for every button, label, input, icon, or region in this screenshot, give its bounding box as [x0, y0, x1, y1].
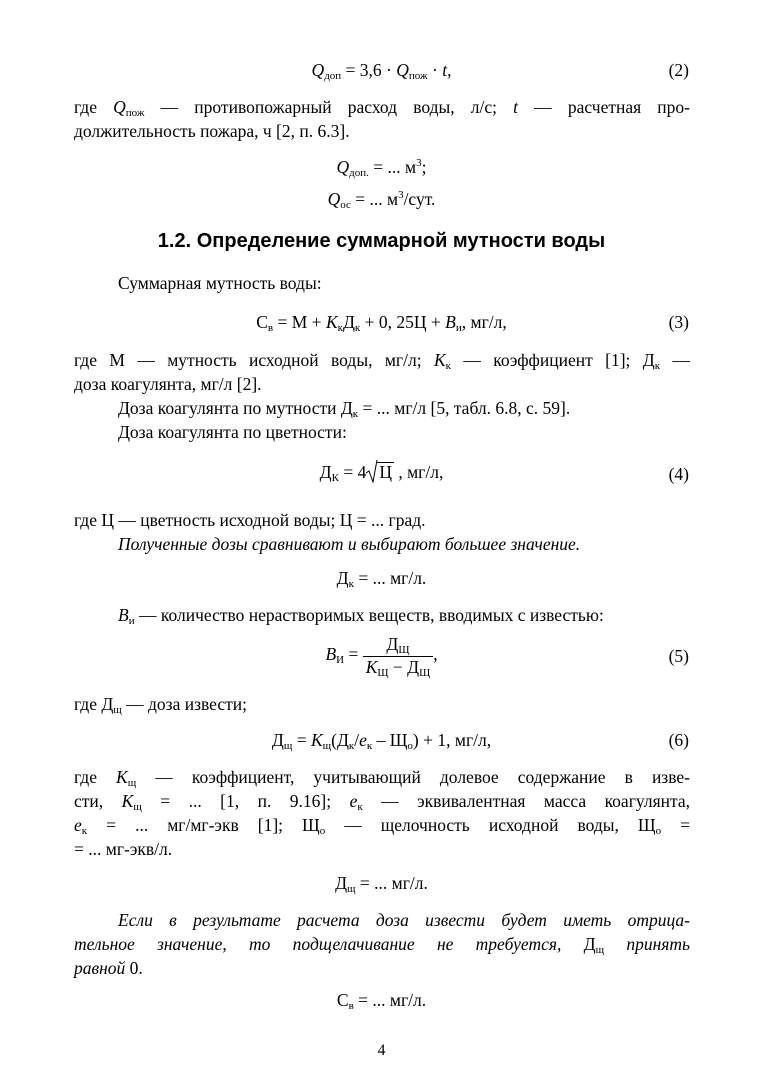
- para-1-s2: — противопожарный расход воды, л/с;: [144, 97, 514, 117]
- formula-4: [0, 462, 763, 482]
- result-qos-end: /сут.: [403, 189, 436, 209]
- formula-2-lhs: Q: [311, 60, 325, 80]
- para-4-b-sub: и: [128, 615, 135, 627]
- para-1-s3: — расчетная про-: [518, 97, 691, 117]
- paragraph-6-line-3: [74, 814, 690, 836]
- formula-2-mid: = 3,6 ·: [341, 60, 397, 80]
- p6-l3-s2: — щелочность исходной воды, Щ: [325, 815, 656, 835]
- formula-2: [0, 62, 763, 80]
- f4-radicand: Ц: [379, 462, 392, 482]
- fraction-numerator: [363, 636, 433, 657]
- paragraph-2-line-1: [74, 349, 690, 371]
- formula-2-lhs-sub: доп: [324, 70, 342, 82]
- f6-k-sub: щ: [322, 740, 332, 752]
- note-2-line-1: Если в результате расчета доза извести будет иметь отрица-: [118, 910, 690, 930]
- formula-5: [0, 634, 763, 679]
- p6-l2-k: K: [121, 791, 134, 811]
- dose-turbidity-s2: = ... мг/л [5, табл. 6.8, с. 59].: [358, 398, 571, 418]
- f4-tail: , мг/л,: [393, 462, 444, 482]
- equation-number-3: (3): [668, 312, 689, 332]
- formula-2-end: ,: [447, 60, 452, 80]
- fraction-denominator: [363, 657, 433, 677]
- result-q-dop: [0, 159, 763, 177]
- section-heading: 1.2. Определение суммарной мутности воды: [157, 230, 606, 252]
- result-qos-sup: 3: [398, 189, 404, 201]
- paragraph-1-line-1: [74, 96, 690, 118]
- note-2-l3-s2: 0.: [125, 958, 143, 978]
- result-sv-text: = ... мг/л.: [353, 990, 427, 1010]
- result-qos-q: Q: [327, 189, 341, 209]
- dose-turbidity-sub: к: [352, 408, 359, 420]
- f4-d: Д: [319, 462, 332, 482]
- result-qdop-sup: 3: [416, 157, 422, 169]
- dose-turbidity-s1: Доза коагулянта по мутности Д: [118, 398, 353, 418]
- result-dk-d: Д: [336, 568, 349, 588]
- p6-l2-s1: сти,: [74, 791, 122, 811]
- dose-color-label: Доза коагулянта по цветности:: [118, 422, 347, 442]
- p6-l1-k: K: [116, 767, 128, 787]
- para-2-s1: где М — мутность исходной воды, мг/л;: [74, 350, 434, 370]
- result-dk-sub: к: [348, 578, 354, 590]
- formula-2-q-sub: пож: [408, 70, 428, 82]
- p6-l3-sub1: о: [319, 825, 326, 837]
- p6-l3-e-sub: к: [81, 825, 88, 837]
- p6-l2-s3: — эквивалентная масса коагулянта,: [362, 791, 691, 811]
- f3-p1: С: [256, 312, 268, 332]
- result-qdop-end: ;: [421, 157, 427, 177]
- paragraph-3: где Ц — цветность исходной воды; Ц = ... град.: [74, 510, 426, 530]
- f3-p2: = М +: [273, 312, 326, 332]
- f5-den-d-sub: Щ: [419, 666, 431, 679]
- para-5-s1: где Д: [74, 694, 114, 714]
- note-2-l2-s1: тельное значение: [74, 934, 223, 954]
- page-number: 4: [377, 1042, 386, 1059]
- note-2-line-2: [74, 933, 690, 955]
- equation-number-2: (2): [668, 60, 689, 80]
- f5-den-k-sub: Щ: [377, 666, 389, 679]
- f6-tail: ) + 1, мг/л,: [412, 730, 492, 750]
- p6-l2-e: e: [349, 791, 358, 811]
- p6-l2-k-sub: щ: [133, 801, 142, 813]
- equation-number-6: (6): [668, 730, 689, 750]
- f6-p1: (Д: [331, 730, 349, 750]
- f6-k: K: [310, 730, 323, 750]
- para-2-d-sub: к: [654, 360, 661, 372]
- f3-p4: + 0, 25Ц +: [360, 312, 446, 332]
- paragraph-2-line-2: доза коагулянта, мг/л [2].: [74, 374, 262, 394]
- para-5-s2: — доза извести;: [121, 694, 248, 714]
- f4-d-sub: К: [331, 472, 339, 484]
- note-2-l2-s3: то подщелачивание не требуется,: [249, 934, 562, 954]
- f3-p1-sub: в: [267, 322, 274, 334]
- f5-den-k: K: [365, 656, 378, 677]
- f3-p5: , мг/л,: [461, 312, 507, 332]
- result-dsh: [0, 875, 763, 893]
- note-2-l2-s2: ,: [222, 934, 250, 954]
- f5-end: ,: [433, 644, 438, 665]
- fraction: [363, 634, 433, 679]
- note-2-l2-s5: принять: [604, 934, 691, 954]
- formula-2-tail: ·: [427, 60, 443, 80]
- paragraph-1-line-2: должительность пожара, ч [2, п. 6.3].: [74, 121, 350, 141]
- f3-k: K: [325, 312, 338, 332]
- note-2-l2-s4: Д: [561, 934, 596, 954]
- para-1-q-sub: пож: [125, 107, 145, 119]
- para-1-t: t: [513, 97, 519, 117]
- paragraph-6-line-1: [74, 766, 690, 788]
- p6-l1-s2: — коэффициент, учитывающий долевое содержание в изве-: [136, 767, 690, 787]
- p6-l3-e: e: [74, 815, 82, 835]
- result-sv: [0, 992, 763, 1010]
- note-1: Полученные дозы сравнивают и выбирают большее значение.: [118, 534, 581, 554]
- square-root-sign: [366, 462, 394, 482]
- f3-b: B: [445, 312, 456, 332]
- p6-l3-sub2: о: [655, 825, 662, 837]
- f6-d-sub: щ: [283, 740, 293, 752]
- p6-l2-e-sub: к: [357, 801, 363, 813]
- f6-p1-sub: к: [348, 740, 355, 752]
- note-2-line-3: [74, 957, 690, 979]
- f3-k-sub: к: [337, 322, 343, 334]
- formula-2-t: t: [442, 60, 448, 80]
- paragraph-6-line-2: [74, 790, 690, 812]
- f6-slash: /: [354, 730, 360, 750]
- para-2-s3: —: [660, 350, 690, 370]
- para-2-k-sub: к: [445, 360, 452, 372]
- f3-p3: Д: [342, 312, 355, 332]
- p6-l1-k-sub: щ: [127, 777, 137, 789]
- para-4-b: B: [118, 605, 129, 625]
- equation-number-4: (4): [668, 464, 689, 484]
- f6-p2-sub: о: [407, 740, 413, 752]
- formula-2-q: Q: [396, 60, 409, 80]
- p6-l1-s1: где: [74, 767, 117, 787]
- f4-eq: = 4: [338, 462, 367, 482]
- result-sv-sub: в: [348, 1000, 354, 1012]
- formula-6: [0, 732, 763, 750]
- para-2-s2: — коэффициент [1]; Д: [451, 350, 655, 370]
- f5-b-sub: И: [336, 654, 345, 667]
- intro-line: Суммарная мутность воды:: [118, 273, 322, 293]
- dose-turbidity-line: [74, 397, 690, 419]
- result-dk: [0, 570, 763, 588]
- result-dsh-text: = ... мг/л.: [355, 873, 428, 893]
- note-2-l3-s1: равной: [74, 958, 126, 978]
- f6-eq: =: [292, 730, 311, 750]
- para-1-s1: где: [74, 97, 114, 117]
- formula-3: [0, 314, 763, 332]
- equation-number-5: (5): [668, 646, 689, 666]
- f3-p3-sub: к: [354, 322, 361, 334]
- result-qos-text: = ... м: [350, 189, 399, 209]
- f5-eq: =: [344, 644, 363, 665]
- result-dsh-sub: щ: [347, 883, 356, 895]
- f5-b: B: [325, 644, 337, 665]
- f6-e-sub: к: [366, 740, 373, 752]
- p6-l3-s3: =: [661, 815, 690, 835]
- result-qdop-text: = ... м: [368, 157, 417, 177]
- result-dk-text: = ... мг/л.: [353, 568, 427, 588]
- p6-l3-s1: = ... мг/мг-экв [1]; Щ: [87, 815, 320, 835]
- result-qdop-sub: доп.: [349, 167, 369, 179]
- result-qdop-q: Q: [336, 157, 350, 177]
- result-q-os: [0, 191, 763, 209]
- para-1-q: Q: [113, 97, 126, 117]
- para-5-sub: щ: [113, 704, 122, 716]
- f3-b-sub: и: [455, 322, 462, 334]
- result-qos-sub: ос: [340, 199, 351, 211]
- result-sv-c: С: [336, 990, 349, 1010]
- paragraph-4: [74, 604, 690, 626]
- f6-e: e: [359, 730, 367, 750]
- paragraph-5: [74, 693, 690, 715]
- para-2-k: K: [433, 350, 446, 370]
- f6-p2: – Щ: [372, 730, 408, 750]
- note-2-l2-sub: щ: [595, 944, 605, 956]
- f5-num-sub: Щ: [398, 644, 410, 656]
- f5-num: Д: [386, 634, 399, 654]
- f6-d: Д: [271, 730, 284, 750]
- para-4-text: — количество нерастворимых веществ, вводимых с известью:: [134, 605, 604, 625]
- result-dsh-d: Д: [335, 873, 348, 893]
- paragraph-6-line-4: = ... мг-экв/л.: [74, 839, 173, 859]
- p6-l2-s2: = ... [1, п. 9.16];: [141, 791, 350, 811]
- f5-den-minus: − Д: [388, 656, 420, 677]
